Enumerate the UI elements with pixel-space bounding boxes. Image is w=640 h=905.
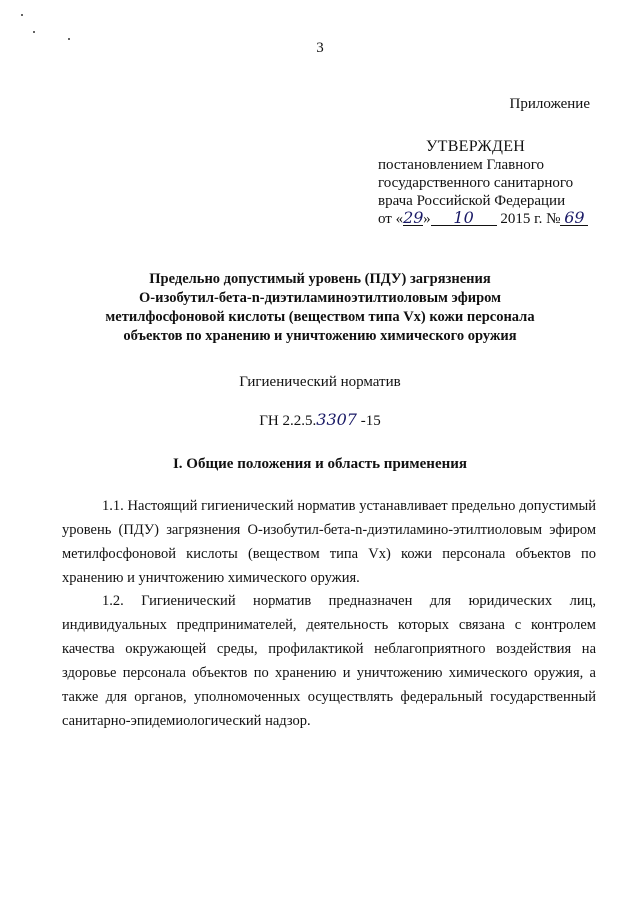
code-prefix: ГН 2.2.5. — [259, 413, 317, 429]
approval-heading: УТВЕРЖДЕН — [426, 138, 526, 155]
handwritten-day: 29 — [403, 208, 424, 227]
title-line: метилфосфоновой кислоты (веществом типа Vx) кожи персонала — [105, 309, 535, 325]
approval-line: врача Российской Федерации — [378, 193, 566, 209]
document-title — [0, 270, 640, 346]
norm-code — [0, 410, 640, 430]
paragraph-text: 1.2. Гигиенический норматив предназначен для юридических лиц, индивидуальных предпринимателей, деятельность которых связана с контролем качества окружающей среды, профилактикой неблагоприятного воздействия на здоровье персонала объектов по хранению и уничтожению химического оружия, а также для органов, уполномоченных осуществлять федеральный государственный санитарно-эпидемиологический надзор. — [62, 593, 596, 729]
paragraph-1-2 — [62, 589, 596, 733]
scan-speck — [21, 14, 23, 16]
title-line: Предельно допустимый уровень (ПДУ) загрязнения — [149, 271, 491, 287]
approval-date-line — [378, 210, 588, 228]
page-number: 3 — [316, 40, 324, 56]
title-line: объектов по хранению и уничтожению химического оружия — [123, 328, 517, 344]
scan-speck — [33, 31, 35, 33]
date-close: » — [423, 211, 431, 227]
handwritten-month: 10 — [431, 210, 497, 226]
document-subtitle: Гигиенический норматив — [239, 374, 401, 390]
handwritten-code-number: 3307 — [316, 410, 357, 429]
approval-block — [378, 138, 588, 228]
title-line: О-изобутил-бета-n-диэтиламиноэтилтиоловым эфиром — [138, 290, 501, 306]
paragraph-text: 1.1. Настоящий гигиенический норматив устанавливает предельно допустимый уровень (ПДУ) загрязнения О-изобутил-бета-n-диэтиламино-этилтиоловым эфиром метилфосфоновой кислоты (веществом типа Vx) кожи персонала объектов по хранению и уничтожению химического оружия. — [62, 498, 596, 586]
appendix-label: Приложение — [509, 96, 590, 112]
date-year: 2015 г. — [500, 211, 543, 227]
code-suffix: -15 — [356, 413, 381, 429]
paragraph-1-1 — [62, 494, 596, 590]
approval-line: государственного санитарного — [378, 175, 574, 191]
date-prefix: от « — [378, 211, 404, 227]
number-label: № — [546, 211, 561, 227]
handwritten-number: 69 — [560, 210, 588, 226]
section-heading: I. Общие положения и область применения — [172, 456, 468, 472]
approval-line: постановлением Главного — [378, 157, 545, 173]
